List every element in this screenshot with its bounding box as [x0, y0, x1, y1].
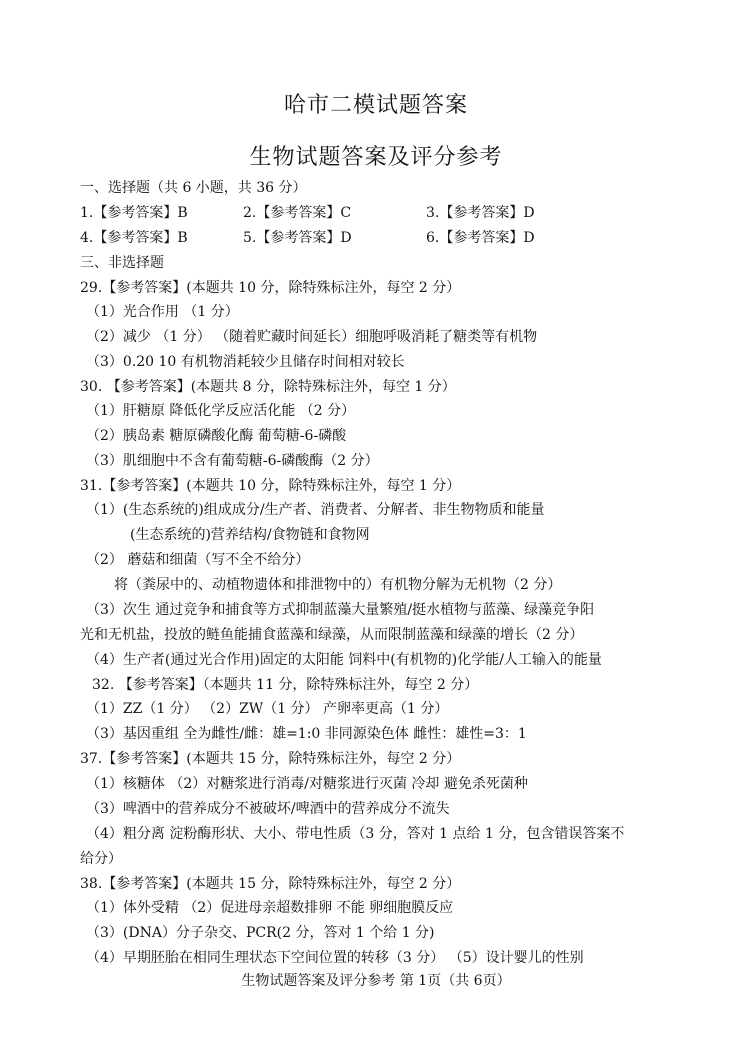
- q32-heading: 32. 【参考答案】（本题共 11 分，除特殊标注外，每空 2 分）: [92, 677, 479, 693]
- q31-answer-1: （1）(生态系统的)组成成分/生产者、消费者、分解者、非生物物质和能量: [86, 502, 545, 518]
- q30-answer-2: （2）胰岛素 糖原磷酸化酶 葡萄糖-6-磷酸: [86, 428, 347, 444]
- q30-answer-1: （1）肝糖原 降低化学反应活化能 （2 分）: [86, 403, 356, 419]
- q37-answer-2: （3）啤酒中的营养成分不被破坏/啤酒中的营养成分不流失: [86, 801, 450, 817]
- q29-answer-2: （2）减少 （1 分） （随着贮藏时间延长）细胞呼吸消耗了糖类等有机物: [86, 329, 538, 345]
- q32-answer-2: （3）基因重组 全为雌性/雌：雄=1:0 非同源染色体 雌性：雄性=3：1: [86, 726, 527, 742]
- q37-answer-3-cont: 给分）: [80, 851, 122, 867]
- q30-answer-3: （3）肌细胞中不含有葡萄糖-6-磷酸酶（2 分）: [86, 453, 379, 469]
- q30-heading: 30. 【参考答案】(本题共 8 分，除特殊标注外，每空 1 分）: [80, 379, 456, 395]
- q29-answer-3: （3）0.20 10 有机物消耗较少且储存时间相对较长: [86, 354, 405, 370]
- q38-heading: 38.【参考答案】(本题共 15 分，除特殊标注外，每空 2 分）: [80, 876, 461, 892]
- q31-answer-1-cont: (生态系统的)营养结构/食物链和食物网: [130, 527, 370, 543]
- mc-answer-5: 5.【参考答案】D: [243, 230, 352, 246]
- q32-answer-1: （1）ZZ（1 分） （2）ZW（1 分） 产卵率更高（1 分）: [86, 701, 449, 717]
- q38-answer-3: （4）早期胚胎在相同生理状态下空间位置的转移（3 分） （5）设计婴儿的性别: [86, 950, 584, 966]
- q38-answer-1: （1）体外受精 （2）促进母亲超数排卵 不能 卵细胞膜反应: [86, 900, 454, 916]
- document-subtitle: 生物试题答案及评分参考: [249, 145, 503, 170]
- q37-heading: 37.【参考答案】(本题共 15 分，除特殊标注外，每空 2 分）: [80, 751, 461, 767]
- q37-answer-3: （4）粗分离 淀粉酶形状、大小、带电性质（3 分，答对 1 点给 1 分，包含错误答案不: [86, 826, 625, 842]
- section-heading-nonchoice: 三、非选择题: [80, 255, 164, 271]
- mc-answer-4: 4.【参考答案】B: [80, 230, 188, 246]
- q31-answer-4: （4）生产者(通过光合作用)固定的太阳能 饲料中(有机物的)化学能/人工输入的能量: [86, 652, 602, 668]
- q31-answer-3: （3）次生 通过竞争和捕食等方式抑制蓝藻大量繁殖/挺水植物与蓝藻、绿藻竞争阳: [86, 602, 595, 618]
- q31-answer-2: （2） 蘑菇和细菌（写不全不给分）: [86, 552, 310, 568]
- q29-heading: 29.【参考答案】(本题共 10 分，除特殊标注外，每空 2 分）: [80, 280, 461, 296]
- q37-answer-1: （1）核糖体 （2）对糖浆进行消毒/对糖浆进行灭菌 冷却 避免杀死菌种: [86, 776, 528, 792]
- q31-heading: 31.【参考答案】(本题共 10 分，除特殊标注外，每空 1 分）: [80, 478, 461, 494]
- q31-answer-2-cont: 将（粪尿中的、动植物遗体和排泄物中的）有机物分解为无机物（2 分）: [114, 577, 562, 593]
- mc-answer-2: 2.【参考答案】C: [243, 205, 352, 221]
- page-footer: 生物试题答案及评分参考 第 1页（共 6页）: [241, 973, 511, 989]
- mc-answer-1: 1.【参考答案】B: [80, 205, 188, 221]
- q31-answer-3-cont: 光和无机盐，投放的鲢鱼能捕食蓝藻和绿藻，从而限制蓝藻和绿藻的增长（2 分）: [80, 627, 584, 643]
- section-heading-choice: 一、选择题（共 6 小题，共 36 分）: [80, 180, 307, 196]
- q29-answer-1: （1）光合作用 （1 分）: [86, 304, 239, 320]
- mc-answer-3: 3.【参考答案】D: [426, 205, 535, 221]
- mc-answer-6: 6.【参考答案】D: [426, 230, 535, 246]
- document-title: 哈市二模试题答案: [283, 93, 468, 118]
- q38-answer-2: （3）(DNA）分子杂交、PCR(2 分，答对 1 个给 1 分): [86, 925, 435, 941]
